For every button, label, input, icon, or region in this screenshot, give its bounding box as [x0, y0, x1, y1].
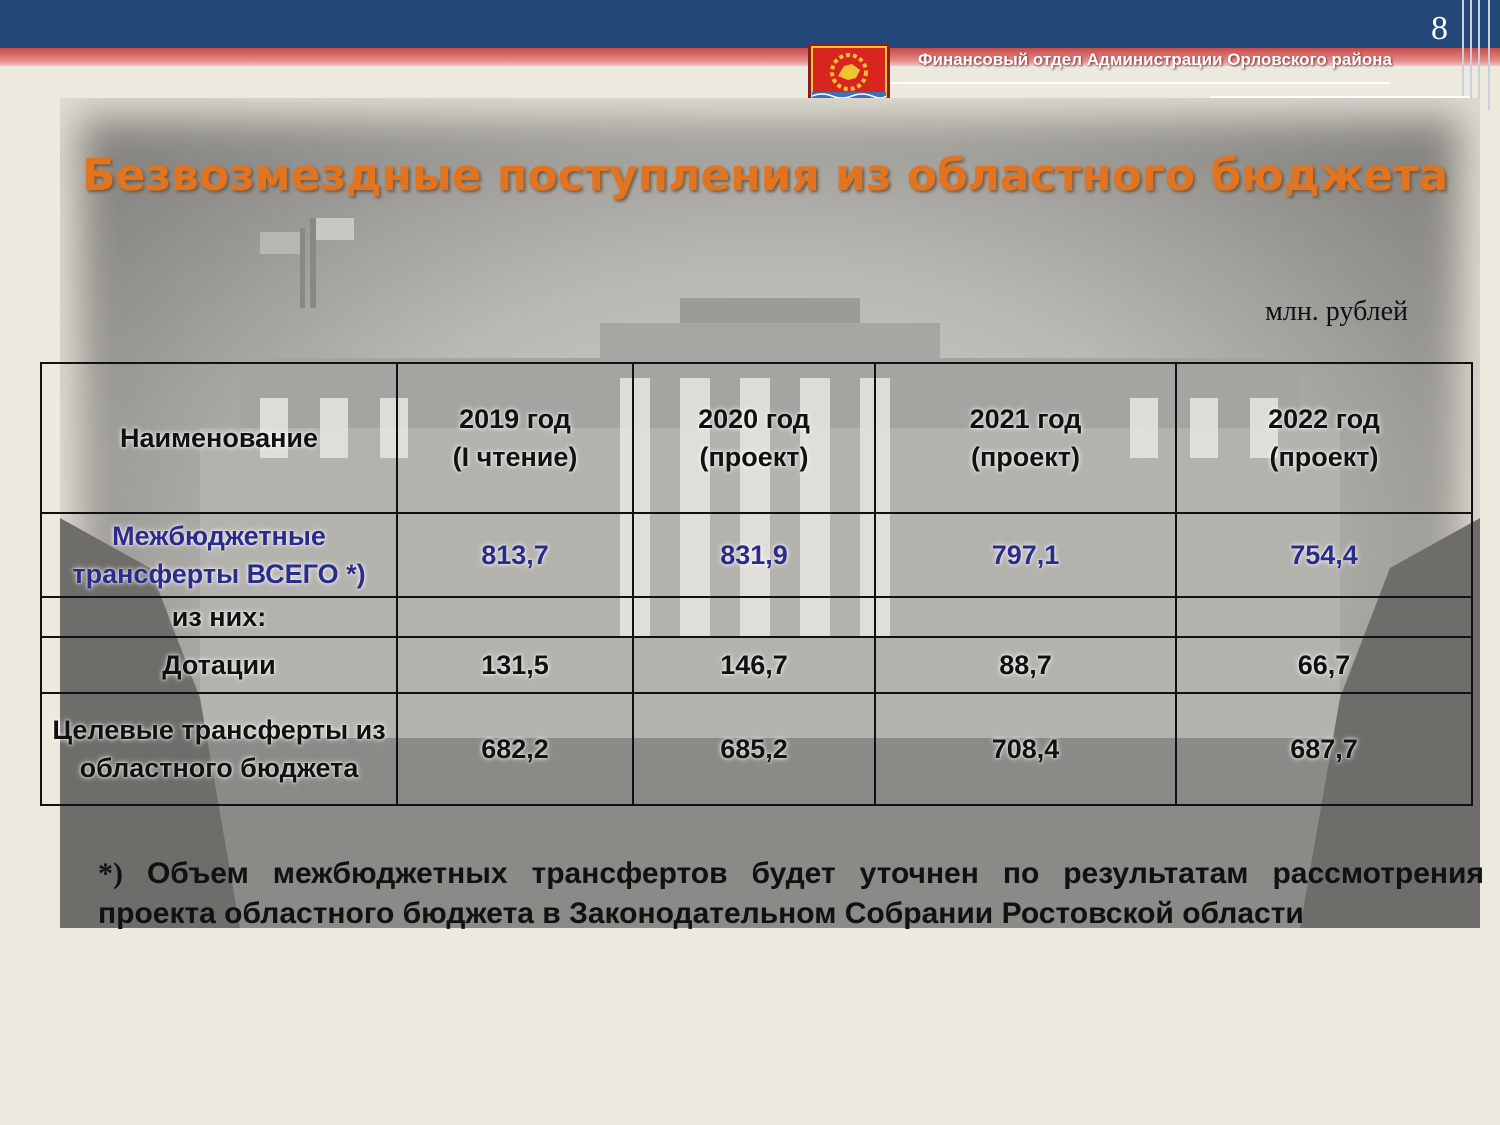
row-label: из них:: [41, 597, 397, 637]
cell-value: 813,7: [397, 513, 633, 597]
budget-table: [40, 362, 1473, 806]
cell-value: 797,1: [875, 513, 1176, 597]
table-header-row: [41, 363, 1472, 513]
table-row: [41, 513, 1472, 597]
cell-value: 131,5: [397, 637, 633, 693]
cell-value: [875, 597, 1176, 637]
page-number: 8: [1431, 10, 1448, 47]
cell-value: 66,7: [1176, 637, 1472, 693]
units-label: млн. рублей: [1265, 296, 1408, 327]
header-divider: [890, 82, 1390, 84]
header-edge-lines: [1460, 0, 1500, 110]
header-2021: 2021 год (проект): [875, 363, 1176, 513]
cell-value: [633, 597, 875, 637]
header-2020: 2020 год (проект): [633, 363, 875, 513]
cell-value: 708,4: [875, 693, 1176, 805]
cell-value: 831,9: [633, 513, 875, 597]
footnote-text: Объем межбюджетных трансфертов будет уточнен по результатам рассмотрения проекта областного бюджета в Законодательном Собрании Ростовской области: [98, 857, 1484, 930]
header-name: Наименование: [41, 363, 397, 513]
row-label: Целевые трансферты из областного бюджета: [41, 693, 397, 805]
row-label: Дотации: [41, 637, 397, 693]
cell-value: [1176, 597, 1472, 637]
cell-value: 754,4: [1176, 513, 1472, 597]
header-2019: 2019 год (I чтение): [397, 363, 633, 513]
row-label: Межбюджетные трансферты ВСЕГО *): [41, 513, 397, 597]
cell-value: 685,2: [633, 693, 875, 805]
cell-value: 687,7: [1176, 693, 1472, 805]
cell-value: [397, 597, 633, 637]
cell-value: 146,7: [633, 637, 875, 693]
footnote-mark: *): [98, 857, 123, 890]
slide-title: Безвозмездные поступления из областного бюджета: [82, 150, 1449, 201]
table-row: [41, 637, 1472, 693]
footnote: [98, 854, 1484, 934]
cell-value: 88,7: [875, 637, 1176, 693]
cell-value: 682,2: [397, 693, 633, 805]
header-2022: 2022 год (проект): [1176, 363, 1472, 513]
district-emblem-icon: [808, 44, 890, 106]
table-row: [41, 693, 1472, 805]
table-row: [41, 597, 1472, 637]
header-band: [0, 0, 1500, 48]
organization-name: Финансовый отдел Администрации Орловского района: [918, 50, 1392, 69]
